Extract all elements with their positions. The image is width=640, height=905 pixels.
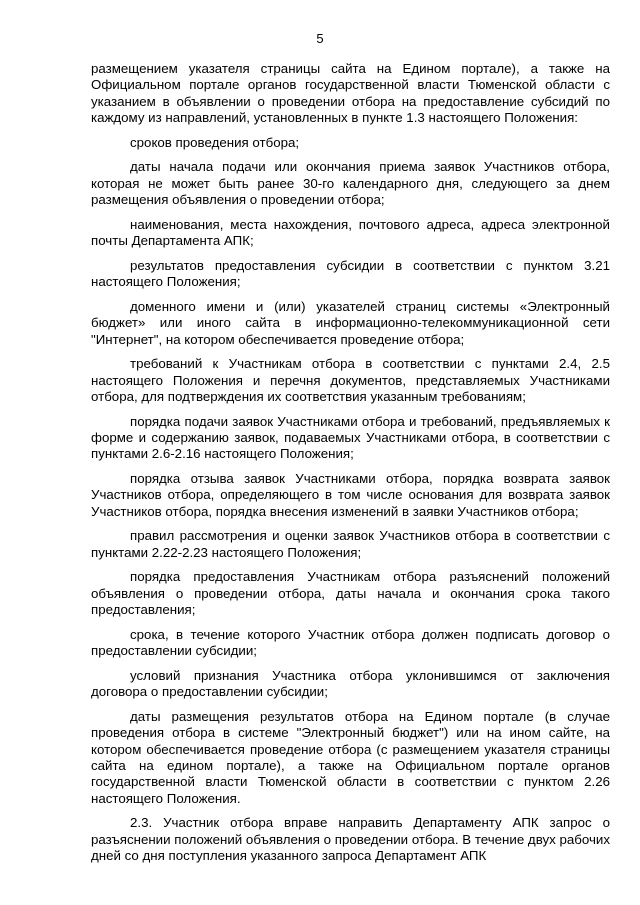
paragraph: наименования, места нахождения, почтового адреса, адреса электронной почты Департамента АПК; — [91, 216, 610, 249]
paragraph: порядка отзыва заявок Участниками отбора, порядка возврата заявок Участников отбора, определяющего в том числе основания для возврата заявок Участников отбора, порядка внесения изменений в заявки Участников отбора; — [91, 471, 610, 519]
paragraph: правил рассмотрения и оценки заявок Участников отбора в соответствии с пунктами 2.22-2.23 настоящего Положения; — [91, 528, 610, 560]
paragraph: даты размещения результатов отбора на Едином портале (в случае проведения отбора в системе "Электронный бюджет") или на ином сайте, на котором обеспечивается проведение отбора (с размещением указателя страницы сайта на едином портале), а также на Официальном портале органов государственной власти Тюменской области в соответствии с пунктом 2.26 настоящего Положения. — [91, 708, 610, 806]
paragraph: сроков проведения отбора; — [130, 134, 300, 150]
paragraph: порядка подачи заявок Участниками отбора и требований, предъявляемых к форме и содержанию заявок, подаваемых Участниками отбора, в соответствии с пунктами 2.6-2.16 настоящего Положения; — [91, 413, 610, 462]
page-number: 5 — [316, 31, 324, 46]
paragraph: 2.3. Участник отбора вправе направить Департаменту АПК запрос о разъяснении положений объявления о проведении отбора. В течение двух рабочих дней со дня поступления указанного запроса Департамент АПК — [91, 815, 610, 864]
paragraph: требований к Участникам отбора в соответствии с пунктами 2.4, 2.5 настоящего Положения и перечня документов, представляемых Участниками отбора, для подтверждения их соответствия указанным требованиям; — [91, 356, 610, 405]
document-body — [91, 61, 610, 873]
paragraph: результатов предоставления субсидии в соответствии с пунктом 3.21 настоящего Положения; — [91, 257, 610, 290]
paragraph: порядка предоставления Участникам отбора разъяснений положений объявления о проведении отбора, даты начала и окончания срока такого предоставления; — [91, 569, 610, 618]
paragraph: даты начала подачи или окончания приема заявок Участников отбора, которая не может быть ранее 30-го календарного дня, следующего за днем размещения объявления о проведении отбора; — [91, 159, 610, 208]
paragraph: условий признания Участника отбора уклонившимся от заключения договора о предоставлении субсидии; — [91, 667, 610, 700]
paragraph: срока, в течение которого Участник отбора должен подписать договор о предоставлении субсидии; — [91, 626, 610, 659]
paragraph: доменного имени и (или) указателей страниц системы «Электронный бюджет» или иного сайта в информационно-телекоммуникационной сети "Интернет", на котором обеспечивается проведение отбора; — [91, 298, 610, 347]
paragraph: размещением указателя страницы сайта на Едином портале), а также на Официальном портале органов государственной власти Тюменской области с указанием в объявлении о проведении отбора на предоставление субсидий по каждому из направлений, установленных в пункте 1.3 настоящего Положения: — [91, 61, 610, 126]
